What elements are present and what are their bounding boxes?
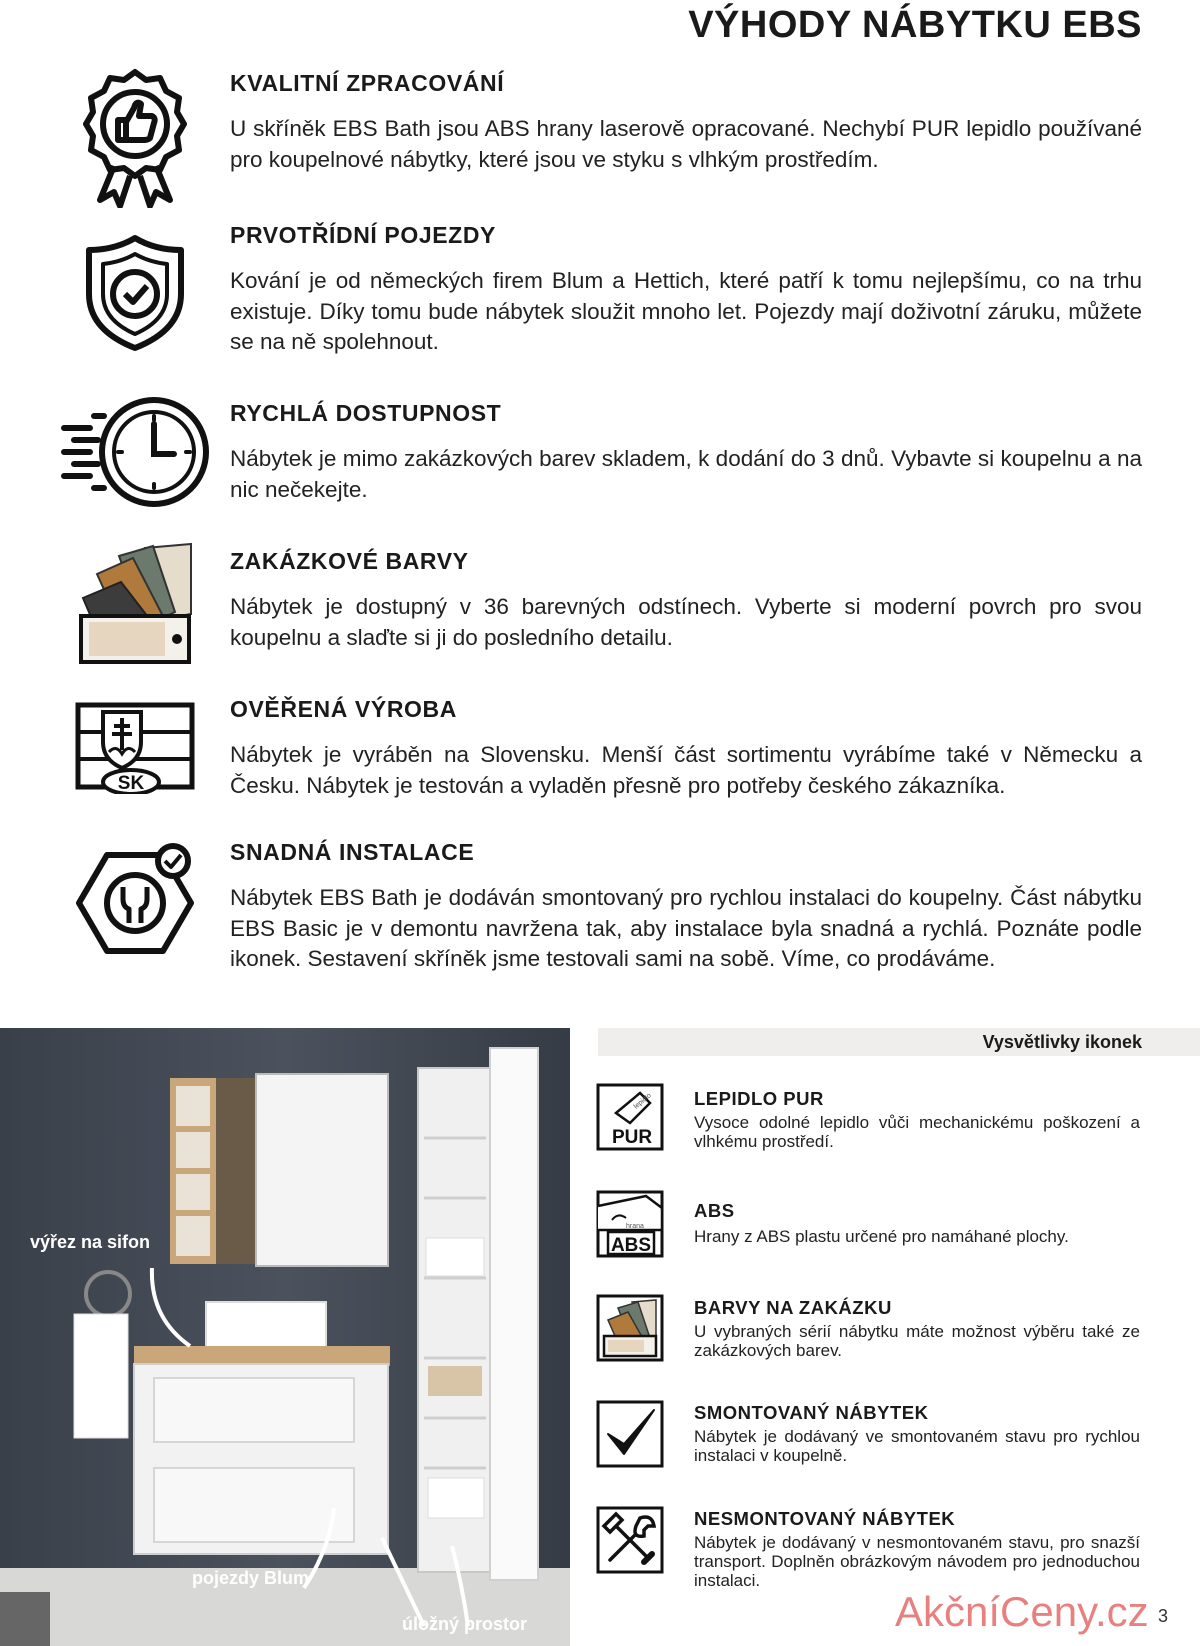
feature-text: Kování je od německých firem Blum a Hettich, které patří k tomu nejlepšímu, co na trhu existuje. Díky tomu bude nábytek sloužit mnoho let. Pojezdy mají doživotní záruku, můžete se na ně spolehnout. [230,268,1142,354]
flag-label: SK [117,773,145,794]
label-blum-slides: pojezdy Blum [192,1568,310,1588]
label-sifon: výřez na sifon [30,1232,151,1252]
feature-title: KVALITNÍ ZPRACOVÁNÍ [230,70,505,96]
feature-title: OVĚŘENÁ VÝROBA [230,696,457,722]
watermark: AkčníCeny.cz [895,1588,1149,1635]
abs-edge-icon [596,1190,664,1258]
legend-title: LEPIDLO PUR [694,1088,824,1109]
wrench-hexagon-icon [55,843,215,959]
slovak-flag-icon [55,702,215,794]
legend-header [598,1028,1200,1056]
tools-icon [596,1506,664,1574]
feature-title: SNADNÁ INSTALACE [230,839,475,865]
legend-text: Vysoce odolné lepidlo vůči mechanickému poškození a vlhkému prostředí. [694,1113,1140,1151]
bathroom-illustration [0,1028,570,1646]
shield-check-icon [55,234,215,352]
legend-text: Nábytek je dodávaný v nesmontovaném stavu, pro snazší transport. Doplněn obrázkovým návodem pro jednoduchou instalaci. [694,1533,1140,1590]
legend-title: ABS [694,1200,735,1221]
feature-text: Nábytek EBS Bath je dodáván smontovaný pro rychlou instalaci do koupelny. Část nábytku EBS Basic je v demontu navržena tak, aby instalace byla snadná a rychlá. Poznáte podle ikonek. Sestavení skříněk jsme testovali sami na sobě. Víme, co prodáváme. [230,885,1142,971]
feature-title: PRVOTŘÍDNÍ POJEZDY [230,222,496,248]
checkmark-icon [596,1400,664,1468]
glue-badge: PUR [611,1127,653,1148]
legend-heading: Vysvětlivky ikonek [982,1032,1142,1052]
glue-pur-icon [596,1083,664,1151]
abs-small-label: hrana [626,1223,644,1230]
feature-text: Nábytek je vyráběn na Slovensku. Menší část sortimentu vyrábíme také v Německu a Česku. Nábytek je testován a vyladěn přesně pro potřeby českého zákazníka. [230,742,1142,798]
custom-colors-icon [596,1294,664,1362]
legend-text: U vybraných sérií nábytku máte možnost výběru také ze zakázkových barev. [694,1322,1140,1360]
glue-small-label: lepidlo [632,1092,653,1111]
feature-title: ZAKÁZKOVÉ BARVY [230,548,469,574]
feature-text: Nábytek je mimo zakázkových barev skladem, k dodání do 3 dnů. Vybavte si koupelnu a na nic nečekejte. [230,446,1142,502]
bathroom-photo [0,1028,570,1646]
color-swatches-icon [55,542,215,666]
label-storage: úložný prostor [402,1614,527,1634]
feature-text: U skříněk EBS Bath jsou ABS hrany laserově opracované. Nechybí PUR lepidlo používané pro koupelnové nábytky, které jsou ve styku s vlhkým prostředím. [230,116,1142,172]
legend-text: Nábytek je dodávaný ve smontovaném stavu pro rychlou instalaci v koupelně. [694,1427,1140,1465]
legend-text: Hrany z ABS plastu určené pro namáhané plochy. [694,1227,1069,1246]
legend-title: NESMONTOVANÝ NÁBYTEK [694,1508,956,1529]
feature-title: RYCHLÁ DOSTUPNOST [230,400,502,426]
abs-badge: ABS [610,1235,652,1256]
fast-clock-icon [55,394,215,510]
feature-text: Nábytek je dostupný v 36 barevných odstínech. Vyberte si moderní povrch pro svou koupelnu a slaďte si ji do posledního detailu. [230,594,1142,650]
page-title: VÝHODY NÁBYTKU EBS [688,4,1142,46]
legend-title: SMONTOVANÝ NÁBYTEK [694,1402,929,1423]
page-number: 3 [1157,1606,1168,1626]
legend-title: BARVY NA ZAKÁZKU [694,1297,892,1318]
quality-badge-thumbs-up-icon [55,68,215,208]
